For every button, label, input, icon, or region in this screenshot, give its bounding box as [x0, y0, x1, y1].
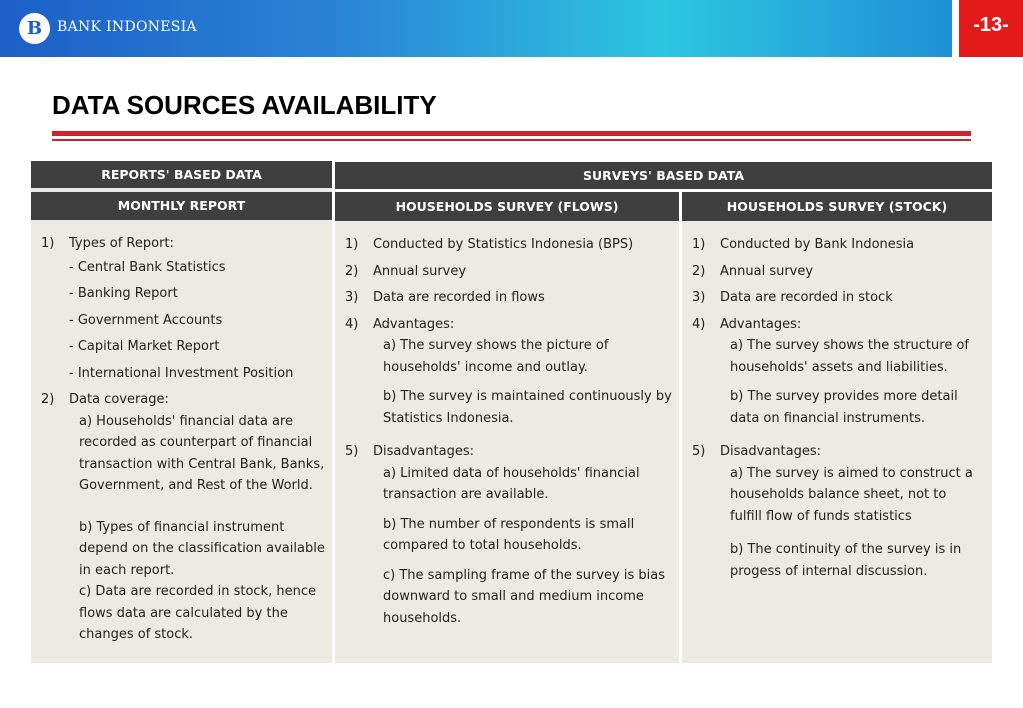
list-number: 4): [692, 316, 706, 332]
report-type: - Central Bank Statistics: [69, 259, 226, 275]
advantage-line: data on financial instruments.: [730, 410, 926, 426]
list-item: [335, 261, 679, 283]
list-number: 1): [41, 236, 55, 251]
list-number: 4): [345, 316, 359, 332]
list-number: 5): [345, 444, 359, 459]
advantage-line: b) The survey provides more detail: [730, 389, 958, 404]
coverage-line: b) Types of financial instrument: [79, 519, 285, 535]
list-text: Conducted by Bank Indonesia: [720, 237, 915, 252]
coverage-line: recorded as counterpart of financial: [79, 435, 313, 450]
disadvantage-line: compared to total households.: [383, 538, 582, 553]
list-item: [335, 234, 679, 256]
list-item: [682, 441, 992, 463]
list-number: 2): [692, 263, 706, 279]
list-text: Annual survey: [720, 263, 814, 279]
advantage-line: b) The survey is maintained continuously by: [383, 389, 672, 404]
list-number: 2): [41, 392, 55, 407]
list-number: 3): [345, 290, 359, 305]
list-number: 5): [692, 444, 706, 459]
disadvantage-line: a) The survey is aimed to construct a: [730, 465, 973, 481]
list-number: 2): [345, 263, 359, 279]
advantage-line: a) The survey shows the picture of: [383, 338, 609, 353]
advantage-line: a) The survey shows the structure of: [730, 338, 969, 353]
list-item: [31, 233, 332, 255]
list-item: [682, 261, 992, 283]
coverage-line: transaction with Central Bank, Banks,: [79, 456, 325, 472]
coverage-line: flows data are calculated by the: [79, 605, 288, 621]
reports-body: [31, 233, 332, 646]
list-item: [335, 441, 679, 463]
list-text: Data are recorded in flows: [373, 290, 545, 305]
monthly-report-heading: MONTHLY REPORT: [31, 192, 332, 220]
list-text: Annual survey: [373, 263, 467, 279]
disadvantage-line: households balance sheet, not to: [730, 487, 947, 502]
disadvantage-line: households.: [383, 610, 462, 626]
list-item: [31, 389, 332, 411]
list-text: Disadvantages:: [373, 444, 474, 459]
list-text: Data are recorded in stock: [720, 290, 893, 305]
list-item: [682, 287, 992, 309]
report-type: - Government Accounts: [69, 312, 223, 328]
disadvantage-line: downward to small and medium income: [383, 589, 644, 604]
coverage-line: in each report.: [79, 562, 175, 578]
report-type: - Banking Report: [69, 286, 178, 301]
disadvantage-line: c) The sampling frame of the survey is bias: [383, 567, 665, 583]
surveys-heading: SURVEYS' BASED DATA: [335, 162, 992, 189]
list-text: Disadvantages:: [720, 444, 821, 459]
advantage-line: Statistics Indonesia.: [383, 410, 514, 426]
list-text: Advantages:: [373, 316, 455, 332]
title-rule: [52, 131, 971, 136]
disadvantage-line: fulfill flow of funds statistics: [730, 508, 912, 524]
page-number: -13-: [959, 0, 1023, 57]
list-text: Advantages:: [720, 316, 802, 332]
list-number: 1): [692, 237, 706, 252]
bank-indonesia-logo-icon: B: [19, 13, 50, 44]
coverage-line: depend on the classification available: [79, 541, 325, 556]
advantage-line: households' assets and liabilities.: [730, 359, 948, 375]
coverage-line: Government, and Rest of the World.: [79, 478, 313, 493]
report-type: - International Investment Position: [69, 365, 294, 381]
logo-text: BANK INDONESIA: [57, 19, 197, 35]
stock-body: [682, 234, 992, 582]
coverage-line: changes of stock.: [79, 627, 194, 642]
coverage-line: a) Households' financial data are: [79, 413, 293, 429]
report-type: - Capital Market Report: [69, 339, 220, 354]
advantage-line: households' income and outlay.: [383, 359, 588, 375]
list-item: [682, 234, 992, 256]
disadvantage-line: b) The continuity of the survey is in: [730, 542, 962, 557]
list-item: [335, 314, 679, 336]
list-number: 3): [692, 290, 706, 305]
flows-body: [335, 234, 679, 629]
flows-heading: HOUSEHOLDS SURVEY (FLOWS): [335, 192, 679, 221]
list-text: Types of Report:: [69, 236, 174, 251]
coverage-line: c) Data are recorded in stock, hence: [79, 584, 316, 599]
reports-heading: REPORTS' BASED DATA: [31, 161, 332, 188]
list-item: [335, 287, 679, 309]
disadvantage-line: transaction are available.: [383, 487, 549, 502]
disadvantage-line: progess of internal discussion.: [730, 563, 928, 579]
disadvantage-line: a) Limited data of households' financial: [383, 465, 640, 481]
header-banner: [0, 0, 952, 57]
title-rule-thin: [52, 139, 971, 141]
page-title: DATA SOURCES AVAILABILITY: [52, 90, 437, 120]
list-text: Conducted by Statistics Indonesia (BPS): [373, 237, 634, 252]
list-item: [682, 314, 992, 336]
stock-heading: HOUSEHOLDS SURVEY (STOCK): [682, 192, 992, 221]
list-number: 1): [345, 237, 359, 252]
list-text: Data coverage:: [69, 392, 169, 407]
disadvantage-line: b) The number of respondents is small: [383, 516, 635, 532]
